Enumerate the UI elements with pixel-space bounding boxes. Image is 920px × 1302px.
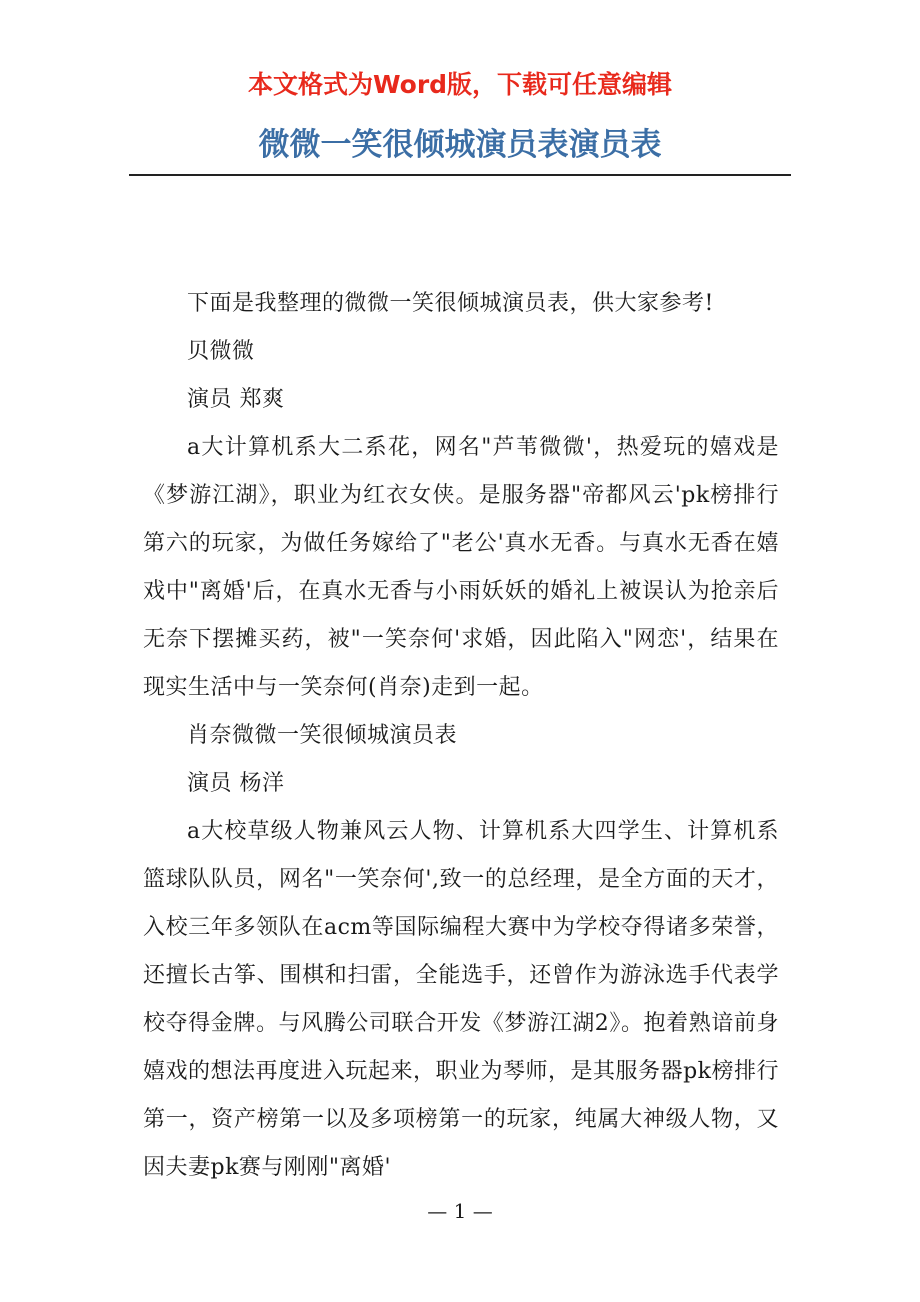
character-description-bei-weiwei: a大计算机系大二系花，网名"芦苇微微'，热爱玩的嬉戏是《梦游江湖》，职业为红衣女侠。是服务器"帝都风云'pk榜排行第六的玩家，为做任务嫁给了"老公'真水无香。与真水无香在嬉戏中"离婚'后，在真水无香与小雨妖妖的婚礼上被误认为抢亲后无奈下摆摊买药，被"一笑奈何'求婚，因此陷入"网恋'，结果在现实生活中与一笑奈何(肖奈)走到一起。 — [143, 435, 779, 700]
header-divider — [129, 174, 791, 176]
actor-line-yang-yang: 演员 杨洋 — [187, 771, 285, 796]
intro-paragraph: 下面是我整理的微微一笑很倾城演员表，供大家参考! — [187, 291, 714, 316]
document-body — [143, 280, 779, 1192]
character-name-xiao-nai: 肖奈微微一笑很倾城演员表 — [187, 723, 458, 748]
document-title: 微微一笑很倾城演员表演员表 — [258, 127, 662, 163]
character-description-xiao-nai: a大校草级人物兼风云人物、计算机系大四学生、计算机系篮球队队员，网名"一笑奈何',致一的总经理，是全方面的天才，入校三年多领队在acm等国际编程大赛中为学校夺得诸多荣誉，还擅长古筝、围棋和扫雷，全能选手，还曾作为游泳选手代表学校夺得金牌。与风腾公司联合开发《梦游江湖2》。抱着熟谙前身嬉戏的想法再度进入玩起来，职业为琴师，是其服务器pk榜排行第一，资产榜第一以及多项榜第一的玩家，纯属大神级人物，又因夫妻pk赛与刚刚"离婚' — [143, 819, 779, 1180]
character-name-bei-weiwei: 贝微微 — [187, 339, 255, 364]
actor-line-zheng-shuang: 演员 郑爽 — [187, 387, 285, 412]
page-number: — 1 — — [427, 1199, 493, 1223]
format-notice-banner: 本文格式为Word版，下载可任意编辑 — [247, 70, 673, 99]
